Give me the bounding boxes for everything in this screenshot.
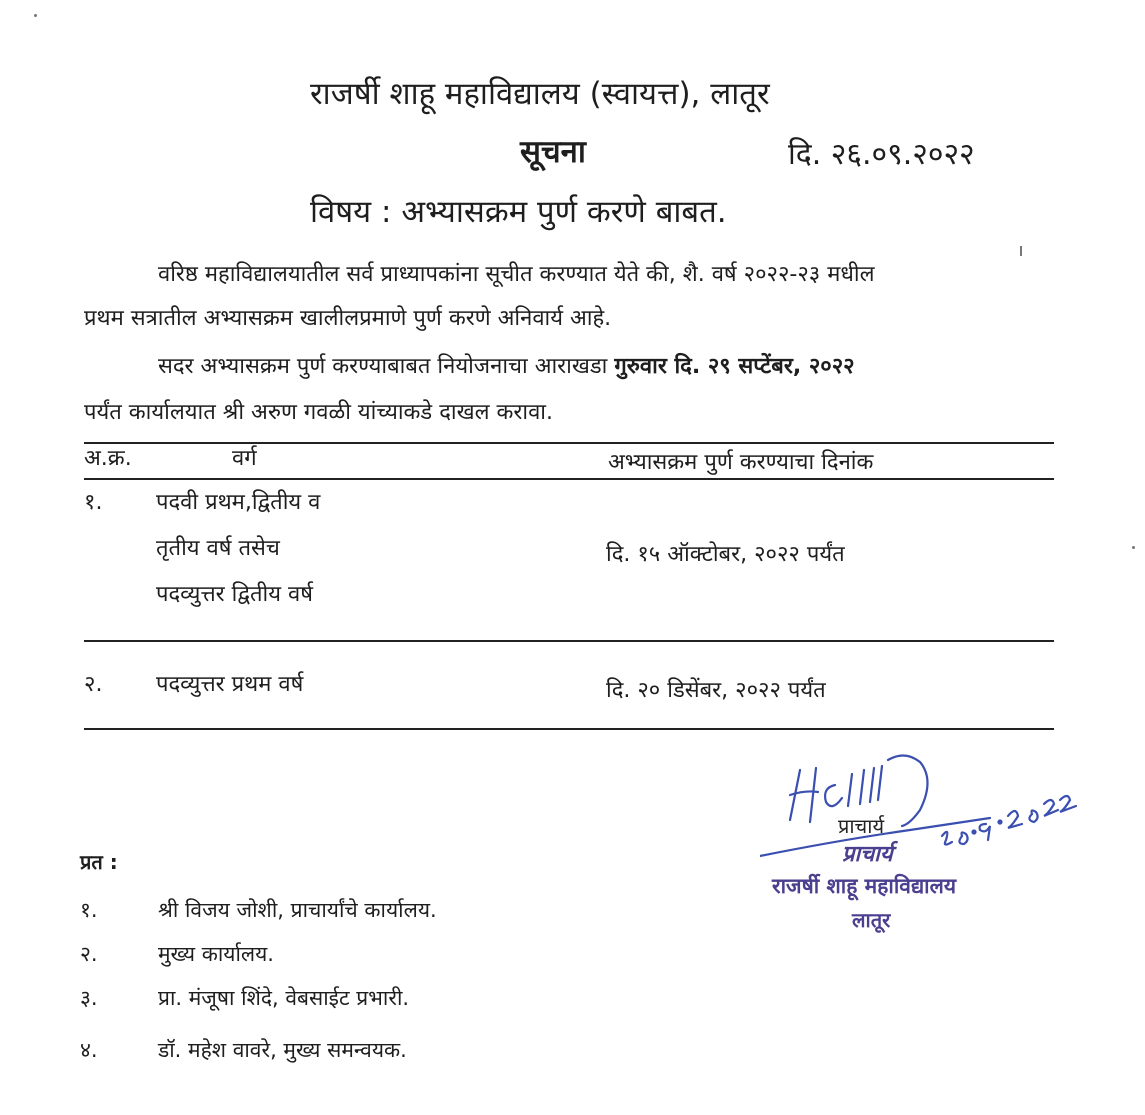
row-1-bottom-rule — [84, 640, 1054, 642]
table-bottom-rule — [84, 728, 1054, 730]
row-1-class-line-2: तृतीय वर्ष तसेच — [156, 536, 280, 561]
copy-item-1-text: श्री विजय जोशी, प्राचार्यांचे कार्यालय. — [158, 898, 437, 922]
paragraph-1-line-2: प्रथम सत्रातील अभ्यासक्रम खालीलप्रमाणे पुर्ण करणे अनिवार्य आहे. — [84, 306, 612, 331]
paragraph-2-prefix: सदर अभ्यासक्रम पुर्ण करण्याबाबत नियोजनाचा आराखडा — [158, 354, 608, 379]
scan-speck — [1020, 246, 1022, 256]
row-2-sr: २. — [84, 672, 103, 697]
header-completion-date: अभ्यासक्रम पुर्ण करण्याचा दिनांक — [608, 450, 874, 475]
copy-item-2-number: २. — [80, 942, 98, 966]
paragraph-1-line-1: वरिष्ठ महाविद्यालयातील सर्व प्राध्यापकांना सूचीत करण्यात येते की, शै. वर्ष २०२२-२३ मधील — [158, 262, 875, 287]
notice-subject: विषय : अभ्यासक्रम पुर्ण करणे बाबत. — [310, 194, 727, 230]
copy-to-label: प्रत : — [80, 850, 118, 874]
copy-item-3-text: प्रा. मंजूषा शिंदे, वेबसाईट प्रभारी. — [158, 986, 410, 1010]
paragraph-2-line-1 — [158, 350, 855, 380]
header-class: वर्ग — [232, 446, 257, 471]
college-name: राजर्षी शाहू महाविद्यालय (स्वायत्त), लातूर — [310, 76, 770, 112]
paragraph-2-deadline: गुरुवार दि. २९ सप्टेंबर, २०२२ — [614, 354, 855, 379]
copy-item-3-number: ३. — [80, 986, 98, 1010]
row-1-sr: १. — [84, 490, 103, 515]
copy-item-4-text: डॉ. महेश वावरे, मुख्य समन्वयक. — [158, 1038, 407, 1062]
row-2-class-line-1: पदव्युत्तर प्रथम वर्ष — [156, 672, 304, 697]
paragraph-2-line-2: पर्यंत कार्यालयात श्री अरुण गवळी यांच्याकडे दाखल करावा. — [84, 400, 553, 425]
scan-speck — [34, 14, 37, 17]
table-top-rule — [84, 442, 1054, 444]
row-2-date: दि. २० डिसेंबर, २०२२ पर्यंत — [606, 678, 826, 703]
copy-item-4-number: ४. — [80, 1038, 98, 1062]
row-1-class-line-1: पदवी प्रथम,द्वितीय व — [156, 490, 321, 515]
stamp-city: लातूर — [852, 908, 891, 932]
signatory-title: प्राचार्य — [838, 814, 885, 838]
stamp-title: प्राचार्य — [842, 842, 893, 867]
scan-speck — [1132, 546, 1135, 549]
copy-item-1-number: १. — [80, 898, 98, 922]
notice-title: सूचना — [520, 134, 586, 170]
handwritten-signature — [760, 740, 1100, 860]
stamp-college: राजर्षी शाहू महाविद्यालय — [772, 874, 957, 898]
header-sr-no: अ.क्र. — [84, 446, 132, 471]
row-1-date: दि. १५ ऑक्टोबर, २०२२ पर्यंत — [606, 542, 845, 567]
notice-date: दि. २६.०९.२०२२ — [788, 137, 975, 172]
copy-item-2-text: मुख्य कार्यालय. — [158, 942, 274, 966]
row-1-class-line-3: पदव्युत्तर द्वितीय वर्ष — [156, 582, 313, 607]
table-header-rule — [84, 478, 1054, 480]
